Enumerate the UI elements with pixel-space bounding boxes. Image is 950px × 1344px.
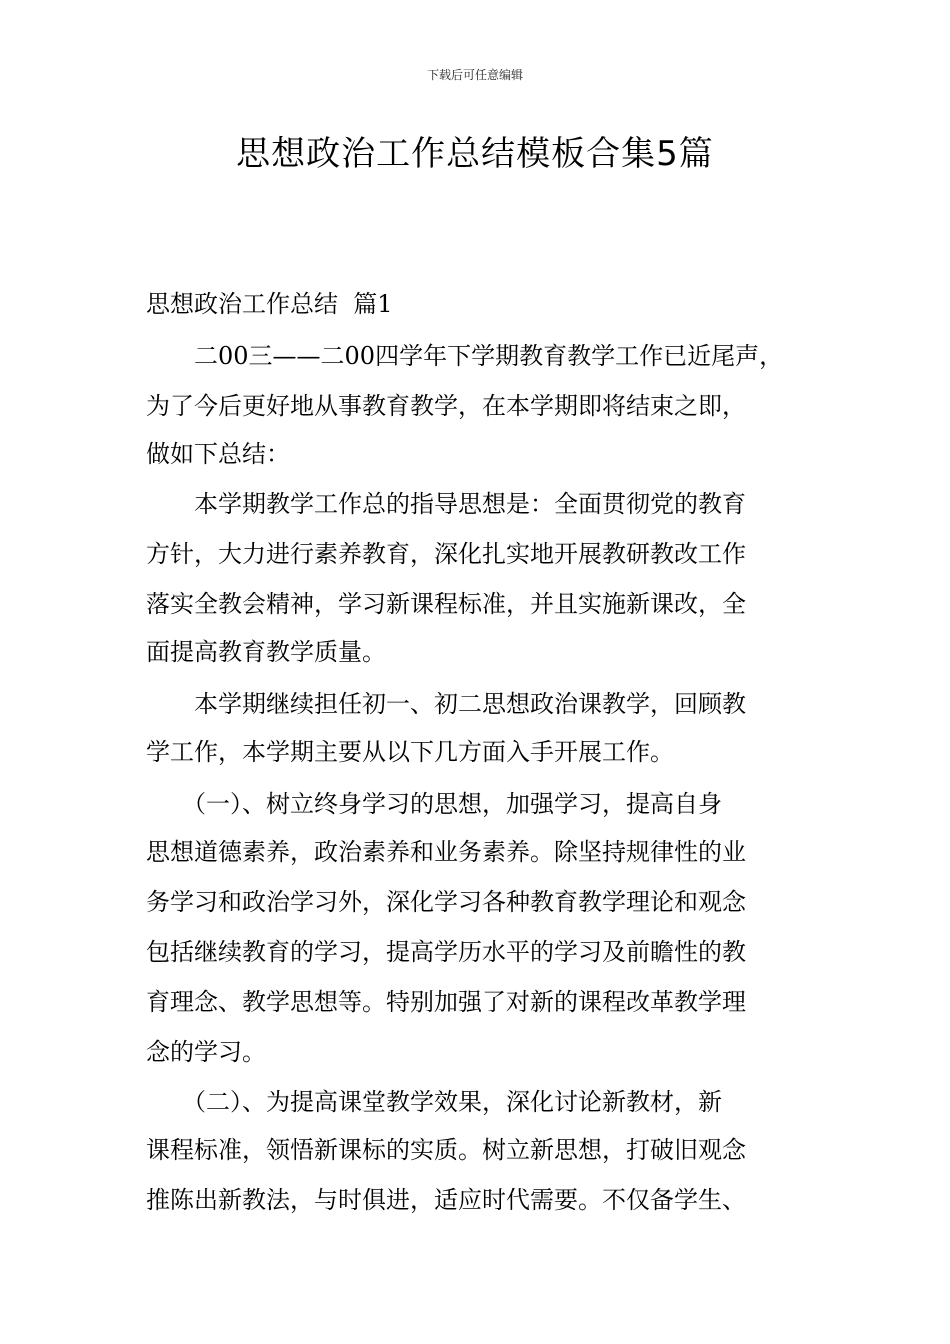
body-line: 落实全教会精神，学习新课程标准，并且实施新课改，全: [146, 590, 746, 618]
body-line: 本学期教学工作总的指导思想是：全面贯彻党的教育: [146, 490, 746, 518]
body-line: 面提高教育教学质量。: [146, 638, 386, 666]
body-line: 课程标准，领悟新课标的实质。树立新思想，打破旧观念: [146, 1136, 746, 1164]
body-line: 育理念、教学思想等。特别加强了对新的课程改革教学理: [146, 988, 746, 1016]
section-heading: 思想政治工作总结 篇1: [146, 290, 393, 318]
body-line: 做如下总结：: [146, 440, 290, 468]
body-line: 务学习和政治学习外，深化学习各种教育教学理论和观念: [146, 888, 746, 916]
document-title: 思想政治工作总结模板合集5篇: [236, 134, 714, 174]
body-line: 念的学习。: [146, 1038, 266, 1066]
body-line: 学工作，本学期主要从以下几方面入手开展工作。: [146, 738, 674, 766]
body-line: （一）、树立终身学习的思想，加强学习，提高自身: [146, 790, 722, 818]
body-line: 包括继续教育的学习，提高学历水平的学习及前瞻性的教: [146, 938, 746, 966]
body-line: 推陈出新教法，与时俱进，适应时代需要。不仅备学生、: [146, 1186, 746, 1214]
body-line: 为了今后更好地从事教育教学，在本学期即将结束之即，: [146, 392, 746, 420]
page-header-note: 下载后可任意编辑: [426, 68, 523, 82]
body-line: 方针，大力进行素养教育，深化扎实地开展教研教改工作: [146, 540, 746, 568]
body-line: 本学期继续担任初一、初二思想政治课教学，回顾教: [146, 690, 746, 718]
body-line: （二）、为提高课堂教学效果，深化讨论新教材，新: [146, 1088, 722, 1116]
body-line: 二00三——二00四学年下学期教育教学工作已近尾声，: [146, 342, 784, 370]
body-line: 思想道德素养，政治素养和业务素养。除坚持规律性的业: [146, 838, 746, 866]
